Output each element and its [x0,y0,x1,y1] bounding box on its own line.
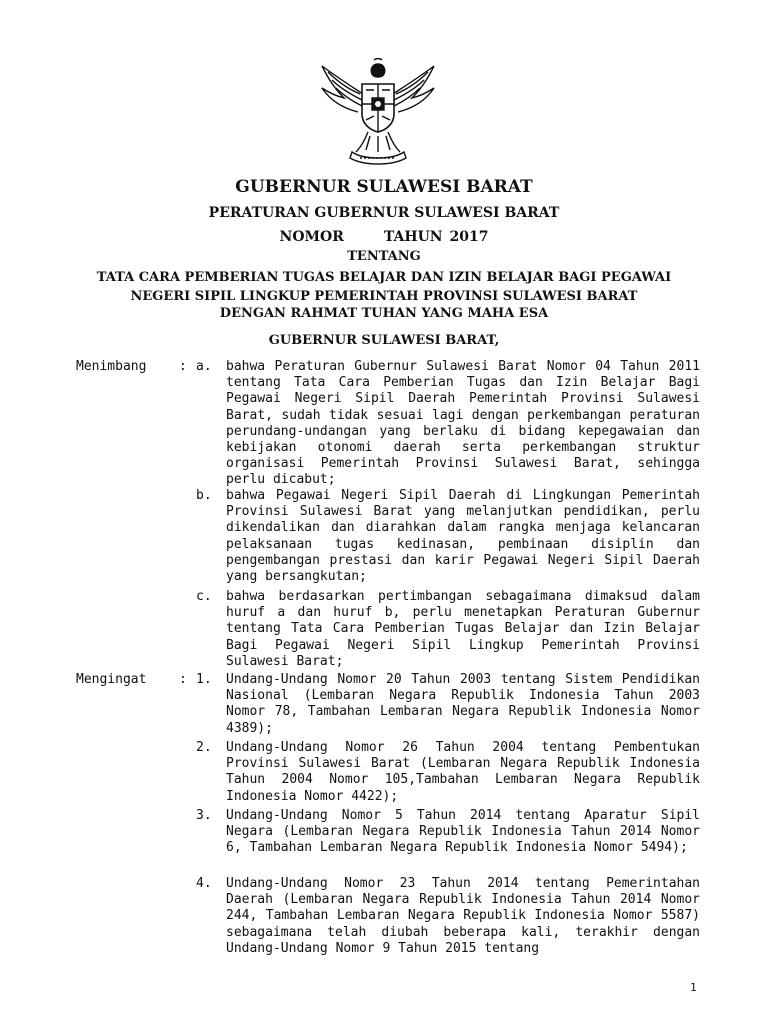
tahun-label: TAHUN 2017 [383,229,489,245]
regulation-number [0,229,768,245]
governor-heading: GUBERNUR SULAWESI BARAT [235,177,533,197]
mengingat-marker: 3. [196,808,212,823]
menimbang-item: bahwa Peraturan Gubernur Sulawesi Barat Nomor 04 Tahun 2011 tentang Tata Cara Pemberian Tugas dan Izin Belajar Bagi Pegawai Negeri Sipil Daerah Pemerintah Provinsi Sulawesi Barat, sudah tidak sesuai lagi dengan perkembangan peraturan perundang-undangan yang berlaku di bidang kepegawaian dan kebijakan otonomi daerah serta perkembangan struktur organisasi Pemerintah Provinsi Sulawesi Barat, sehingga perlu dicabut; [226,359,700,488]
title-line-1: TATA CARA PEMBERIAN TUGAS BELAJAR DAN IZIN BELAJAR BAGI PEGAWAI [96,270,672,285]
menimbang-marker: c. [196,589,212,604]
mengingat-colon: : [179,672,187,687]
mengingat-label: Mengingat [76,672,147,687]
menimbang-marker: a. [196,359,212,374]
menimbang-colon: : [179,359,187,374]
menimbang-item: bahwa berdasarkan pertimbangan sebagaimana dimaksud dalam huruf a dan huruf b, perlu menetapkan Peraturan Gubernur tentang Tata Cara Pemberian Tugas Belajar dan Izin Belajar Bagi Pegawai Negeri Sipil Lingkup Pemerintah Provinsi Sulawesi Barat; [226,589,700,669]
mengingat-item: Undang-Undang Nomor 5 Tahun 2014 tentang Aparatur Sipil Negara (Lembaran Negara Republik Indonesia Tahun 2014 Nomor 6, Tambahan Lembaran Negara Republik Indonesia Nomor 5494); [226,808,700,856]
rahmat-heading: DENGAN RAHMAT TUHAN YANG MAHA ESA [219,306,549,321]
regulation-heading: PERATURAN GUBERNUR SULAWESI BARAT [208,205,560,221]
page-number: 1 [690,981,697,994]
title-line-2: NEGERI SIPIL LINGKUP PEMERINTAH PROVINSI SULAWESI BARAT [130,289,638,304]
mengingat-marker: 2. [196,740,212,755]
menimbang-marker: b. [196,488,212,503]
nomor-label: NOMOR [279,229,344,245]
mengingat-item: Undang-Undang Nomor 26 Tahun 2004 tentang Pembentukan Provinsi Sulawesi Barat (Lembaran Negara Republik Indonesia Tahun 2004 Nomor 105,Tambahan Lembaran Negara Republik Indonesia Nomor 4422); [226,740,700,804]
mengingat-item: Undang-Undang Nomor 23 Tahun 2014 tentang Pemerintahan Daerah (Lembaran Negara Republik Indonesia Tahun 2014 Nomor 244, Tambahan Lembaran Negara Republik Indonesia Nomor 5587) sebagaimana telah diubah beberapa kali, terakhir dengan Undang-Undang Nomor 9 Tahun 2015 tentang [226,876,700,956]
menimbang-label: Menimbang [76,359,147,374]
garuda-emblem-icon [316,58,440,168]
mengingat-marker: 1. [196,672,212,687]
menimbang-item: bahwa Pegawai Negeri Sipil Daerah di Lingkungan Pemerintah Provinsi Sulawesi Barat yang melanjutkan pendidikan, perlu dikendalikan dan diarahkan dalam rangka menjaga kelancaran pelaksanaan tugas kedinasan, pembinaan disiplin dan pengembangan prestasi dan karir Pegawai Negeri Sipil Daerah yang bersangkutan; [226,488,700,585]
mengingat-item: Undang-Undang Nomor 20 Tahun 2003 tentang Sistem Pendidikan Nasional (Lembaran Negara Republik Indonesia Tahun 2003 Nomor 78, Tambahan Lembaran Negara Republik Indonesia Nomor 4389); [226,672,700,736]
regulation-title [0,268,768,306]
governor-salutation: GUBERNUR SULAWESI BARAT, [268,333,500,348]
mengingat-marker: 4. [196,876,212,891]
tentang-heading: TENTANG [347,249,421,264]
